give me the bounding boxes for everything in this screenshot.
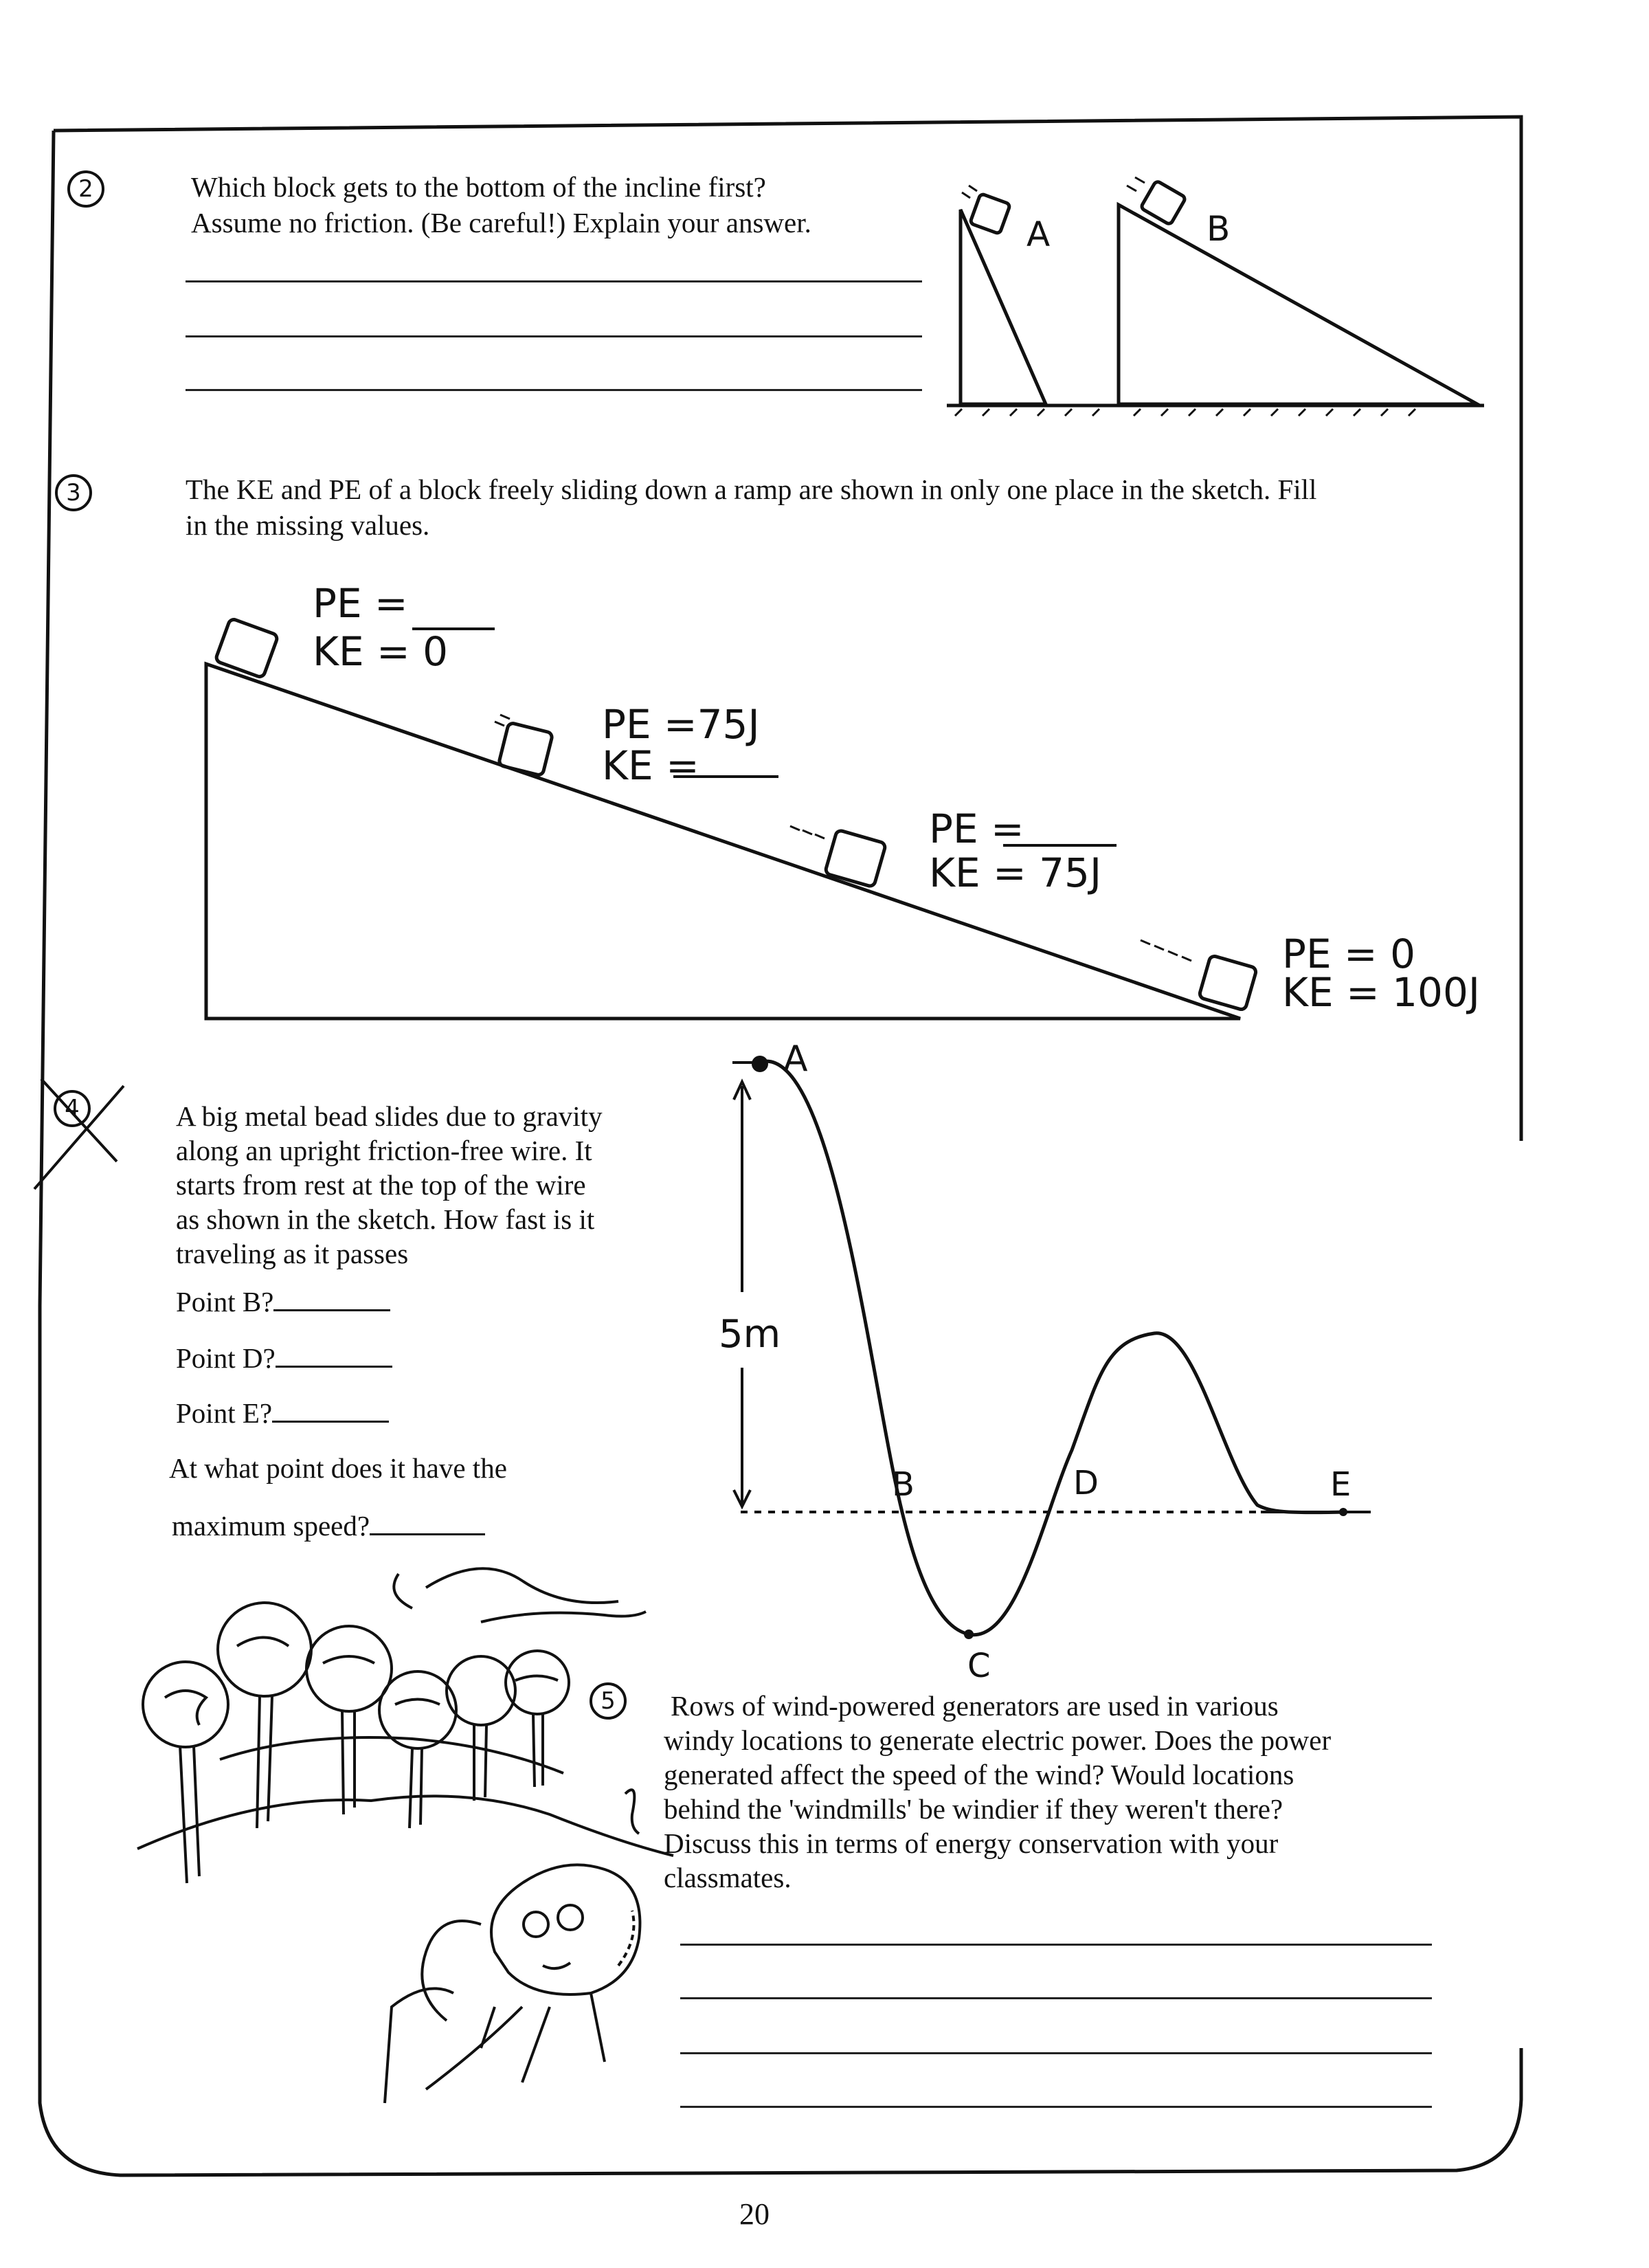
height-label: 5m — [719, 1312, 781, 1357]
question-5-line-1: Rows of wind-powered generators are used in various — [671, 1690, 1279, 1722]
question-3-line-2: in the missing values. — [186, 509, 430, 541]
ramp-pos4-ke: KE = 100J — [1282, 969, 1480, 1016]
ramp-pos2-ke: KE = — [602, 742, 699, 789]
incline-label-a: A — [1027, 214, 1051, 254]
page-number: 20 — [739, 2197, 770, 2231]
question-5-line-3: generated affect the speed of the wind? Would locations — [664, 1759, 1294, 1790]
answer-line — [680, 2052, 1432, 2054]
question-4-line-3: starts from rest at the top of the wire — [176, 1169, 586, 1201]
answer-line — [680, 1997, 1432, 1999]
ramp-pos4-pe: PE = 0 — [1282, 931, 1415, 977]
point-e-label: Point E? — [176, 1397, 273, 1429]
wire-label-d: D — [1073, 1464, 1099, 1502]
max-speed-label: maximum speed? — [172, 1510, 370, 1542]
ramp-pos1-ke: KE = 0 — [313, 628, 449, 675]
question-5-line-5: Discuss this in terms of energy conservation with your — [664, 1827, 1279, 1859]
question-4-line-1: A big metal bead slides due to gravity — [176, 1100, 603, 1132]
ramp-pos2-pe: PE =75J — [602, 701, 760, 748]
question-3-number: 3 — [55, 474, 92, 511]
question-4-number: 4 — [54, 1090, 91, 1127]
question-2-line-2: Assume no friction. (Be careful!) Explain your answer. — [191, 207, 811, 238]
question-4-line-4: as shown in the sketch. How fast is it — [176, 1203, 595, 1235]
max-speed-question-line-1: At what point does it have the — [169, 1452, 507, 1484]
answer-line — [680, 1944, 1432, 1946]
ramp-pos3-pe: PE = — [929, 805, 1024, 852]
question-5-number: 5 — [590, 1682, 627, 1720]
wire-label-a: A — [783, 1038, 808, 1080]
question-5-line-6: classmates. — [664, 1862, 792, 1893]
question-5-line-2: windy locations to generate electric power. Does the power — [664, 1724, 1332, 1756]
question-2-number: 2 — [67, 170, 104, 208]
question-4-line-2: along an upright friction-free wire. It — [176, 1135, 592, 1166]
wire-label-e: E — [1330, 1465, 1351, 1504]
question-3-line-1: The KE and PE of a block freely sliding down a ramp are shown in only one place in the sketch. Fill — [186, 474, 1317, 505]
wire-label-b: B — [892, 1465, 915, 1504]
question-5-line-4: behind the 'windmills' be windier if they weren't there? — [664, 1793, 1283, 1825]
question-2-line-1: Which block gets to the bottom of the incline first? — [191, 171, 766, 203]
answer-line — [680, 2106, 1432, 2108]
point-b-label: Point B? — [176, 1286, 274, 1318]
wire-label-c: C — [967, 1647, 991, 1685]
question-4-line-5: traveling as it passes — [176, 1238, 409, 1269]
point-d-label: Point D? — [176, 1342, 276, 1374]
incline-label-b: B — [1207, 209, 1231, 249]
ramp-pos1-pe: PE = — [313, 580, 408, 627]
ramp-pos3-ke: KE = 75J — [929, 849, 1102, 896]
